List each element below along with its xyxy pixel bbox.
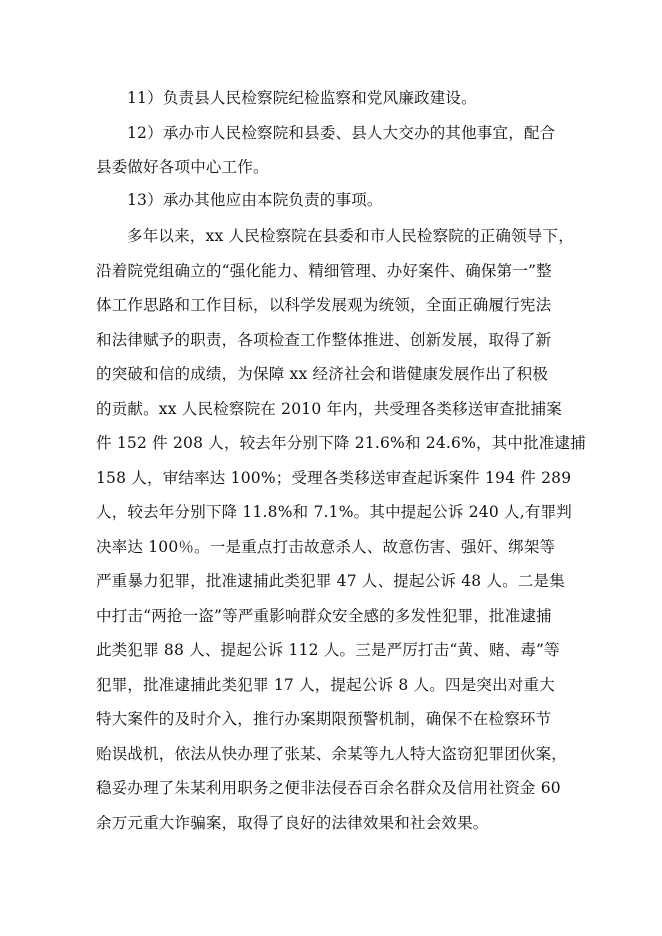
text-line: 体工作思路和工作目标，以科学发展观为统领，全面正确履行宪法	[96, 296, 552, 314]
text-line: 沿着院党组确立的“强化能力、精细管理、办好案件、确保第一”整	[96, 262, 552, 280]
text-line: 贻误战机，依法从快办理了张某、余某等九人特大盗窃犯罪团伙案，	[96, 745, 568, 763]
text-line: 12）承办市人民检察院和县委、县人大交办的其他事宜，配合	[127, 124, 556, 142]
text-line: 决率达 100％。一是重点打击故意杀人、故意伤害、强奸、绑架等	[96, 538, 556, 556]
text-line: 余万元重大诈骗案，取得了良好的法律效果和社会效果。	[96, 814, 489, 832]
text-line: 11）负责县人民检察院纪检监察和党风廉政建设。	[127, 89, 477, 107]
text-line: 中打击“两抢一盗”等严重影响群众安全感的多发性犯罪，批准逮捕	[96, 607, 552, 625]
text-line: 特大案件的及时介入，推行办案期限预警机制，确保不在检察环节	[96, 710, 552, 728]
text-line: 此类犯罪 88 人、提起公诉 112 人。三是严厉打击“黄、赌、毒”等	[96, 641, 560, 659]
text-line: 和法律赋予的职责，各项检查工作整体推进、创新发展，取得了新	[96, 331, 552, 349]
text-line: 县委做好各项中心工作。	[96, 158, 269, 176]
text-line: 的突破和信的成绩，为保障 xx 经济社会和谐健康发展作出了积极	[96, 365, 549, 383]
text-line: 件 152 件 208 人，较去年分别下降 21.6%和 24.6%，其中批准逮捕	[96, 434, 586, 452]
text-line: 犯罪，批准逮捕此类犯罪 17 人，提起公诉 8 人。四是突出对重大	[96, 676, 555, 694]
text-line: 多年以来，xx 人民检察院在县委和市人民检察院的正确领导下，	[127, 227, 574, 245]
text-line: 严重暴力犯罪，批准逮捕此类犯罪 47 人、提起公诉 48 人。二是集	[96, 572, 565, 590]
text-line: 的贡献。xx 人民检察院在 2010 年内，共受理各类移送审查批捕案	[96, 400, 563, 418]
text-line: 稳妥办理了朱某利用职务之便非法侵吞百余名群众及信用社资金 60	[96, 779, 561, 797]
text-line: 13）承办其他应由本院负责的事项。	[127, 191, 383, 209]
text-line: 158 人，审结率达 100%；受理各类移送审查起诉案件 194 件 289	[96, 469, 572, 487]
text-line: 人，较去年分别下降 11.8%和 7.1%。其中提起公诉 240 人,有罪判	[96, 503, 572, 521]
